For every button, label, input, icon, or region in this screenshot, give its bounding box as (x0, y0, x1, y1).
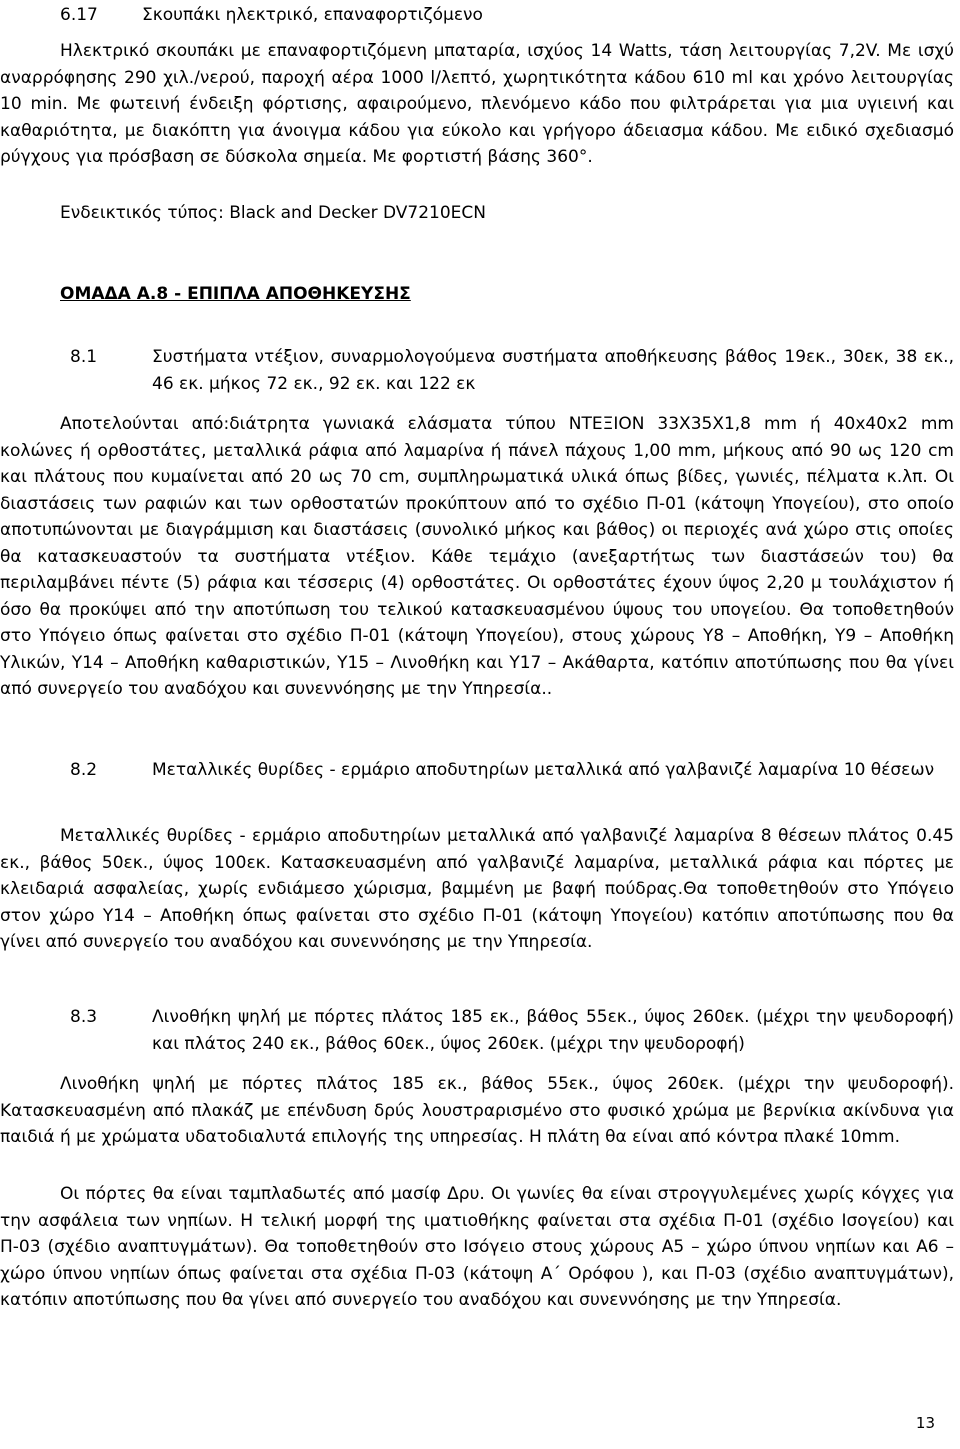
indicative-type: Ενδεικτικός τύπος: Black and Decker DV7210ECN (60, 203, 486, 223)
section-number: 8.1 (70, 347, 98, 367)
section-8-2-heading (70, 757, 954, 784)
section-8-3-body-2: Οι πόρτες θα είναι ταμπλαδωτές από μασίφ Δρυ. Οι γωνίες θα είναι στρογγυλεμένες χωρίς κόγχες για την ασφάλεια των νηπίων. Η τελική μορφή της ιματιοθήκης φαίνεται στα σχέδια Π-01 (σχέδιο Ισογείου) και Π-03 (σχέδιο αναπτυγμάτων). Θα τοποθετηθούν στο Ισόγειο στους χώρους Α5 – χώρο ύπνου νηπίων και Α6 – χώρο ύπνου νηπίων όπως φαίνεται στα σχέδια Π-03 (κάτοψη Α΄ Ορόφου ), και Π-03 (σχέδιο αναπτυγμάτων), κατόπιν αποτύπωσης που θα γίνει από συνεργείο του αναδόχου και συνεννόησης με την Υπηρεσία. (0, 1184, 954, 1310)
section-title: Λινοθήκη ψηλή με πόρτες πλάτος 185 εκ., βάθος 55εκ., ύψος 260εκ. (μέχρι την ψευδοροφή) και πλάτος 240 εκ., βάθος 60εκ., ύψος 260εκ. (μέχρι την ψευδοροφή) (152, 1007, 954, 1054)
page-number: 13 (915, 1414, 935, 1432)
section-title: Μεταλλικές θυρίδες - ερμάριο αποδυτηρίων μεταλλικά από γαλβανιζέ λαμαρίνα 10 θέσεων (152, 760, 935, 780)
section-number: 8.2 (70, 760, 98, 780)
section-title: Σκουπάκι ηλεκτρικό, επαναφορτιζόμενο (142, 5, 483, 25)
section-8-2-body: Μεταλλικές θυρίδες - ερμάριο αποδυτηρίων μεταλλικά από γαλβανιζέ λαμαρίνα 8 θέσεων πλάτος 0.45 εκ., βάθος 50εκ., ύψος 100εκ. Κατασκευασμένη από γαλβανιζέ λαμαρίνα, μεταλλικά ράφια και πόρτες με κλειδαριά ασφαλείας, χωρίς ενδιάμεσο χώρισμα, βαμμένη με βαφή πούδρας.Θα τοποθετηθούν στο Υπόγειο στον χώρο Υ14 – Αποθήκη όπως φαίνεται στο σχέδιο Π-01 (κάτοψη Υπογείου) κατόπιν αποτύπωσης που θα γίνει από συνεργείο του αναδόχου και συνεννόησης με την Υπηρεσία. (0, 826, 954, 952)
section-6-17-heading (60, 2, 940, 29)
section-number: 8.3 (70, 1007, 98, 1027)
section-8-1-heading (70, 344, 954, 397)
section-6-17-body: Ηλεκτρικό σκουπάκι με επαναφορτιζόμενη μπαταρία, ισχύος 14 Watts, τάση λειτουργίας 7,2V. Με ισχύ αναρρόφησης 290 χιλ./νερού, παροχή αέρα 1000 l/λεπτό, χωρητικότητα κάδου 610 ml και χρόνο λειτουργίας 10 min. Με φωτεινή ένδειξη φόρτισης, αφαιρούμενο, πλενόμενο κάδο που φιλτράρεται για μια υγιεινή και καθαριότητα, με διακόπτη για άνοιγμα κάδου για εύκολο και γρήγορο άδειασμα κάδου. Με ειδικό σχεδιασμό ρύγχους για πρόσβαση σε δύσκολα σημεία. Με φορτιστή βάσης 360°. (0, 41, 954, 167)
group-title: ΟΜΑΔΑ Α.8 - ΕΠΙΠΛΑ ΑΠΟΘΗΚΕΥΣΗΣ (60, 284, 411, 304)
section-8-3-body-1: Λινοθήκη ψηλή με πόρτες πλάτος 185 εκ., βάθος 55εκ., ύψος 260εκ. (μέχρι την ψευδοροφή). Κατασκευασμένη από πλακάζ με επένδυση δρύς λουστραρισμένο στο φυσικό χρώμα με βερνίκια ακίνδυνα για παιδιά ή με χρώματα υδατοδιαλυτά επιλογής της υπηρεσίας. Η πλάτη θα είναι από κόντρα πλακέ 10mm. (0, 1074, 954, 1147)
section-title: Συστήματα ντέξιον, συναρμολογούμενα συστήματα αποθήκευσης βάθος 19εκ., 30εκ, 38 εκ., 46 εκ. μήκος 72 εκ., 92 εκ. και 122 εκ (152, 347, 954, 394)
section-number: 6.17 (60, 5, 98, 25)
section-8-3-heading (70, 1004, 954, 1057)
section-8-1-body: Αποτελούνται από:διάτρητα γωνιακά ελάσματα τύπου ΝΤΕΞΙΟΝ 33Χ35Χ1,8 mm ή 40x40x2 mm κολώνες ή ορθοστάτες, μεταλλικά ράφια από λαμαρίνα ή πάνελ πάχους 1,00 mm, μήκους από 90 ως 120 cm και πλάτους που κυμαίνεται από 20 ως 70 cm, συμπληρωματικά υλικά όπως βίδες, γωνιές, πέλματα κ.λπ. Οι διαστάσεις των ραφιών και των ορθοστατών προκύπτουν από το σχέδιο Π-01 (κάτοψη Υπογείου), στο οποίο αποτυπώνονται με διαγράμμιση και διαστάσεις (συνολικό μήκος και βάθος) οι περιοχές ανά χώρο στις οποίες θα κατασκευαστούν τα συστήματα ντέξιον. Κάθε τεμάχιο (ανεξαρτήτως των διαστάσεών του) θα περιλαμβάνει πέντε (5) ράφια και τέσσερις (4) ορθοστάτες. Οι ορθοστάτες έχουν ύψος 2,20 μ τουλάχιστον ή όσο θα προκύψει από την αποτύπωση του τελικού κατασκευασμένου ύψους του υπογείου. Θα τοποθετηθούν στο Υπόγειο όπως φαίνεται στο σχέδιο Π-01 (κάτοψη Υπογείου), στους χώρους Υ8 – Αποθήκη, Υ9 – Αποθήκη Υλικών, Υ14 – Αποθήκη καθαριστικών, Υ15 – Λινοθήκη και Υ17 – Ακάθαρτα, κατόπιν αποτύπωσης που θα γίνει από συνεργείο του αναδόχου και συνεννόησης με την Υπηρεσία.. (0, 414, 954, 699)
